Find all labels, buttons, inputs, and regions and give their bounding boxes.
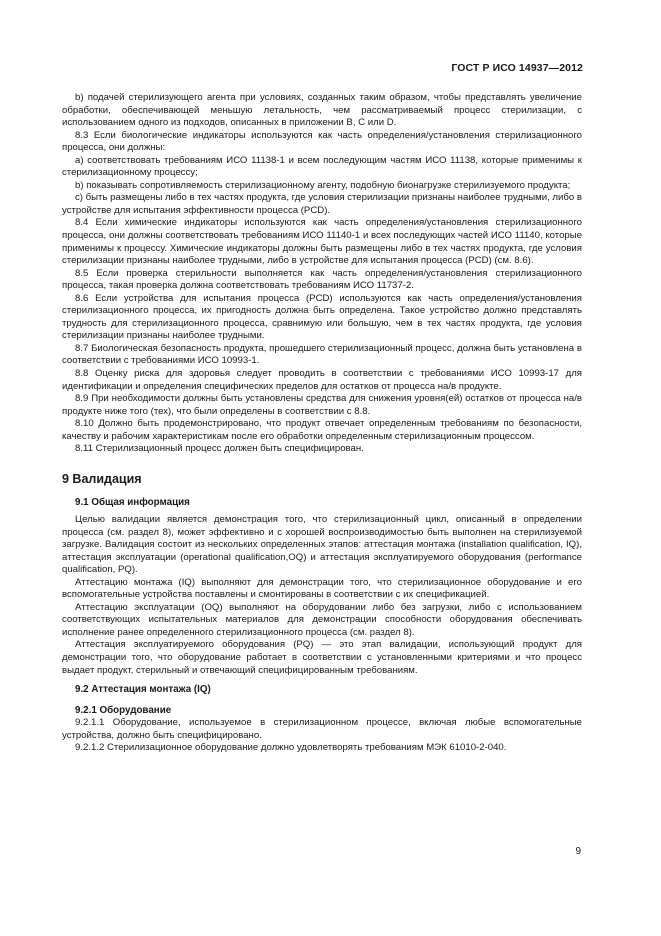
- paragraph-9-2-1-2: 9.2.1.2 Стерилизационное оборудование должно удовлетворять требованиям МЭК 61010-2-040.: [75, 742, 507, 754]
- paragraph-8-2-b: b) подачей стерилизующего агента при условиях, созданных таким образом, чтобы представлять увеличение обработки, обеспечивающей меньшую летальность, чем рассматриваемый процесс стерилизации, с использованием одного из подходов, описанных в приложении В, С или D.: [62, 92, 582, 129]
- paragraph-9-1-oq: Аттестацию эксплуатации (OQ) выполняют на оборудовании либо без загрузки, либо с использованием соответствующих испытательных материалов для демонстрации способности оборудования обеспечивать исполнение ранее определенного стерилизационного процесса (см. раздел 8).: [62, 601, 582, 638]
- list-item-8-3-b: b) показывать сопротивляемость стерилизационному агенту, подобную бионагрузке стерилизуемого продукта;: [75, 179, 571, 191]
- standard-designation: ГОСТ Р ИСО 14937—2012: [451, 62, 583, 74]
- paragraph-9-1-iq: Аттестацию монтажа (IQ) выполняют для демонстрации того, что стерилизационное оборудование и его вспомогательные устройства поставлены и смонтированы в соответствии с их спецификацией.: [62, 576, 582, 601]
- subsection-9-1-heading: 9.1 Общая информация: [75, 497, 190, 509]
- paragraph-8-8: 8.8 Оценку риска для здоровья следует проводить в соответствии с требованиями ИСО 10993-17 для идентификации и определения специфических пределов для остатков от процесса на/в продукте.: [62, 368, 582, 392]
- paragraph-9-1-purpose: Целью валидации является демонстрация того, что стерилизационный цикл, описанный в определении процесса (см. раздел 8), может эффективно и с хорошей воспроизводимостью быть выполнен на стерилизуемой загрузке. Валидация состоит из нескольких определенных этапов: аттестация монтажа (installation qualification, IQ), аттестация эксплуатации (operational qualification,OQ) и аттестация эксплуатируемого оборудования (performance qualification, PQ).: [62, 513, 582, 576]
- subsection-9-2-1-heading: 9.2.1 Оборудование: [75, 704, 172, 716]
- paragraph-8-3: 8.3 Если биологические индикаторы используются как часть определения/установления стерилизационного процесса, они должны:: [62, 129, 582, 154]
- paragraph-9-1-pq: Аттестация эксплуатируемого оборудования (PQ) — это этап валидации, использующий продукт для демонстрации того, что оборудование работает в соответствии с установленными критериями и что процесс выдает продукт, стерильный и отвечающий специфицированным требованиям.: [62, 639, 582, 676]
- document-body: [62, 92, 582, 755]
- paragraph-8-7: 8.7 Биологическая безопасность продукта, прошедшего стерилизационный процесс, должна быть установлена в соответствии с требованиями ИСО 10993-1.: [62, 342, 582, 367]
- paragraph-8-10: 8.10 Должно быть продемонстрировано, что продукт отвечает определенным требованиям по безопасности, качеству и рабочим характеристикам после его обработки определенным стерилизационным процессом.: [62, 418, 582, 442]
- page-number: 9: [575, 846, 581, 857]
- paragraph-9-2-1-1: 9.2.1.1 Оборудование, используемое в стерилизационном процессе, включая любые вспомогательные устройства, должно быть специфицировано.: [62, 717, 582, 741]
- list-item-8-3-c: c) быть размещены либо в тех частях продукта, где условия стерилизации признаны наиболее трудными, либо в устройстве для испытания эффективности процесса (PCD).: [62, 192, 582, 216]
- paragraph-8-6: 8.6 Если устройства для испытания процесса (PCD) используются как часть определения/установления стерилизационного процесса, их пригодность должна быть определена. Такое устройство должно представлять трудность для стерилизационного процесса, сравнимую или большую, чем в тех частях продукта, где условия стерилизации признаны наиболее трудными.: [62, 292, 582, 342]
- paragraph-8-9: 8.9 При необходимости должны быть установлены средства для снижения уровня(ей) остатков от процесса на/в продукте ниже того (тех), что были определены в соответствии с 8.8.: [62, 393, 582, 417]
- subsection-9-2-heading: 9.2 Аттестация монтажа (IQ): [75, 684, 211, 696]
- list-item-8-3-a: a) соответствовать требованиям ИСО 11138-1 и всем последующим частям ИСО 11138, которые применимы к стерилизационному процессу;: [62, 154, 582, 179]
- section-9-heading: 9 Валидация: [62, 471, 142, 486]
- paragraph-8-11: 8.11 Стерилизационный процесс должен быть специфицирован.: [75, 443, 364, 455]
- paragraph-8-5: 8.5 Если проверка стерильности выполняется как часть определения/установления стерилизационного процесса, такая проверка должна соответствовать требованиям ИСО 11737-2.: [62, 267, 582, 292]
- paragraph-8-4: 8.4 Если химические индикаторы используются как часть определения/установления стерилизационного процесса, они должны соответствовать требованиям ИСО 11140-1 и всех последующих частей ИСО 11140, которые применимы к процессу. Химические индикаторы должны быть размещены либо в тех частях продукта, где условия стерилизации признаны наиболее трудными, либо в устройстве для испытания процесса (PCD) (см. 8.6).: [62, 217, 582, 267]
